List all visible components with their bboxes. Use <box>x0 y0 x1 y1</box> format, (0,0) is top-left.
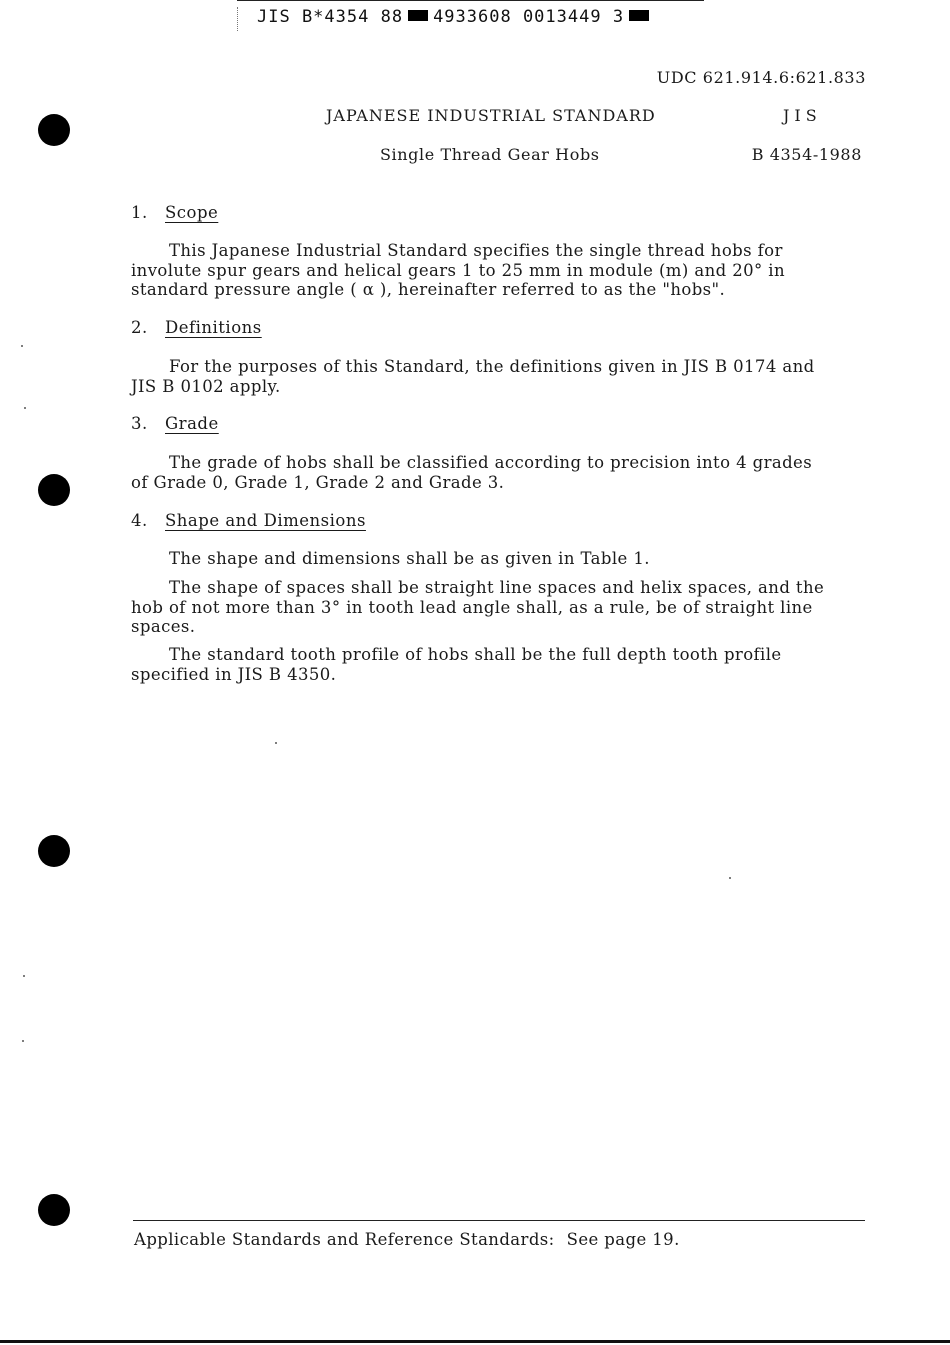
section-heading-definitions <box>131 318 262 337</box>
scan-speck <box>24 407 26 409</box>
section-title: Shape and Dimensions <box>165 511 366 530</box>
udc-number: UDC 621.914.6:621.833 <box>656 68 866 87</box>
jis-mark: JIS <box>783 106 822 125</box>
scan-bottom-edge <box>0 1340 950 1343</box>
punch-hole-icon <box>38 114 70 146</box>
scope-paragraph: This Japanese Industrial Standard specifies the single thread hobs for involute spur gears and helical gears 1 to 25 mm in module (m) and 20° in standard pressure angle ( α ), hereinafter referred to as the "hobs". <box>131 241 786 299</box>
section-heading-grade <box>131 414 219 433</box>
punch-hole-icon <box>38 1194 70 1226</box>
document-title: Single Thread Gear Hobs <box>380 145 600 164</box>
footer-note <box>134 1230 680 1249</box>
grade-paragraph: The grade of hobs shall be classified according to precision into 4 grades of Grade 0, Grade 1, Grade 2 and Grade 3. <box>131 453 813 492</box>
scan-speck <box>275 742 277 744</box>
black-block-icon <box>629 10 649 21</box>
section-heading-scope <box>131 203 218 222</box>
scan-speck <box>22 1040 24 1042</box>
section-number: 4. <box>131 511 148 530</box>
scan-speck <box>23 975 25 977</box>
section-heading-shape-dimensions <box>131 511 366 530</box>
shape-paragraph-1: The shape and dimensions shall be as given in Table 1. <box>169 549 650 568</box>
footer-page-reference: See page 19. <box>566 1230 680 1249</box>
section-number: 3. <box>131 414 148 433</box>
punch-hole-icon <box>38 835 70 867</box>
standard-name: JAPANESE INDUSTRIAL STANDARD <box>326 106 656 125</box>
scan-header-bar <box>237 0 704 35</box>
footer-label: Applicable Standards and Reference Standards: <box>134 1230 555 1249</box>
scan-margin-mark <box>237 7 239 31</box>
standard-code: B 4354-1988 <box>751 145 862 164</box>
black-block-icon <box>408 10 428 21</box>
shape-paragraph-2: The shape of spaces shall be straight line spaces and helix spaces, and the hob of not more than 3° in tooth lead angle shall, as a rule, be of straight line spaces. <box>131 578 825 636</box>
section-title: Definitions <box>165 318 262 337</box>
scan-speck <box>21 345 23 347</box>
shape-paragraph-3: The standard tooth profile of hobs shall be the full depth tooth profile specified in JIS B 4350. <box>131 645 782 684</box>
section-title: Scope <box>165 203 219 222</box>
scan-speck <box>729 877 731 879</box>
scan-header-code <box>257 7 654 27</box>
punch-hole-icon <box>38 474 70 506</box>
section-number: 2. <box>131 318 148 337</box>
section-title: Grade <box>165 414 219 433</box>
scan-header-code-right: 4933608 0013449 3 <box>433 7 625 27</box>
scan-header-code-left: JIS B*4354 88 <box>257 7 404 27</box>
footer-rule <box>133 1220 865 1221</box>
section-number: 1. <box>131 203 148 222</box>
definitions-paragraph: For the purposes of this Standard, the definitions given in JIS B 0174 and JIS B 0102 apply. <box>131 357 815 396</box>
